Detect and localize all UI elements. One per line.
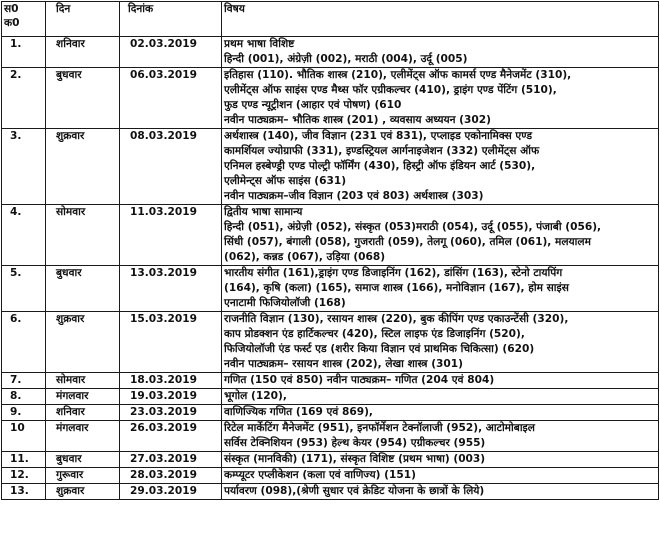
date-cell: 26.03.2019 [120,421,222,452]
subject-line: संस्कृत (मानविकी) (171), संस्कृत विशिष्ट (प्रथम भाषा) (003) [224,453,486,465]
header-serial-line-2: क0 [4,17,20,29]
table-row [2,452,659,468]
date-cell: 13.03.2019 [120,266,222,312]
day-cell: सोमवार [46,205,120,266]
subject-cell [222,405,659,421]
subject-line: हिन्दी (001), अंग्रेज़ी (002), मराठी (004), उर्दू (005) [224,53,468,65]
subject-line: द्वितीय भाषा सामान्य [224,206,303,218]
serial-cell: 9. [2,405,46,421]
subject-cell [222,68,659,129]
header-day [46,2,120,37]
day-cell: बुधवार [46,452,120,468]
subject-line: फिजियोलॉजी एंड फर्स्ट एड (शरीर किया विज्ञान एवं प्राथमिक चिकित्सा) (620) [224,343,535,355]
subject-line: एनाटामी फिजियोलॉजी (168) [224,297,346,309]
date-cell: 28.03.2019 [120,468,222,484]
subject-cell [222,468,659,484]
table-row [2,312,659,373]
day-cell: बुधवार [46,68,120,129]
table-row [2,205,659,266]
serial-cell: 10 [2,421,46,452]
subject-line: एनिमल हस्बेण्ड्री एण्ड पोल्ट्री फॉर्मिंग (430), हिस्ट्री ऑफ इंडियन आर्ट (530), [224,160,536,172]
table-row [2,266,659,312]
day-cell: शुक्रवार [46,312,120,373]
date-cell: 08.03.2019 [120,129,222,205]
subject-cell [222,421,659,452]
table-row [2,68,659,129]
subject-line: पर्यावरण (098),(श्रेणी सुधार एवं क्रेडिट योजना के छात्रों के लिये) [224,485,485,497]
serial-cell: 2. [2,68,46,129]
header-subject-label: विषय [224,3,245,15]
table-row [2,389,659,405]
subject-line: भूगोल (120), [224,390,287,402]
serial-cell: 13. [2,484,46,500]
subject-cell [222,389,659,405]
exam-schedule-table [1,1,659,500]
day-cell: शनिवार [46,37,120,68]
subject-line: इतिहास (110). भौतिक शास्त्र (210), एलीमेंट्स ऑफ कामर्स एण्ड मैनेजमेंट (310), [224,69,572,81]
table-row [2,484,659,500]
date-cell: 23.03.2019 [120,405,222,421]
serial-cell: 5. [2,266,46,312]
serial-cell: 8. [2,389,46,405]
header-row [2,2,659,37]
serial-cell: 3. [2,129,46,205]
day-cell: गुरूवार [46,468,120,484]
serial-cell: 12. [2,468,46,484]
table-row [2,421,659,452]
date-cell: 11.03.2019 [120,205,222,266]
subject-cell [222,37,659,68]
subject-cell [222,452,659,468]
header-day-label: दिन [56,3,71,15]
subject-line: कामर्शियल ज्योग्राफी (331), इण्डस्ट्रियल आर्गनाइजेशन (332) एलीमेंट्स ऑफ [224,145,540,157]
table-row [2,405,659,421]
day-cell: बुधवार [46,266,120,312]
day-cell: सोमवार [46,373,120,389]
subject-line: हिन्दी (051), अंग्रेज़ी (052), संस्कृत (053)मराठी (054), उर्दू (055), पंजाबी (056), [224,221,602,233]
day-cell: शनिवार [46,405,120,421]
date-cell: 29.03.2019 [120,484,222,500]
date-cell: 18.03.2019 [120,373,222,389]
subject-line: एलीमेंट्स ऑफ साइंस एण्ड मैथ्स फॉर एग्रीकल्चर (410), ड्राइंग एण्ड पेंटिंग (510), [224,84,557,96]
table-row [2,373,659,389]
date-cell: 06.03.2019 [120,68,222,129]
serial-cell: 11. [2,452,46,468]
subject-cell [222,205,659,266]
subject-line: (164), कृषि (कला) (165), समाज शास्त्र (166), मनोविज्ञान (167), होम साइंस [224,282,569,294]
serial-cell: 4. [2,205,46,266]
subject-line: राजनीति विज्ञान (130), रसायन शास्त्र (220), बुक कीपिंग एण्ड एकाउन्टेंसी (320), [224,313,569,325]
subject-cell [222,312,659,373]
subject-line: नवीन पाठ्यक्रम– भौतिक शास्त्र (201) , व्यवसाय अध्ययन (302) [224,114,491,126]
serial-cell: 7. [2,373,46,389]
subject-line: गणित (150 एवं 850) नवीन पाठ्यक्रम– गणित (204 एवं 804) [224,374,495,386]
date-cell: 27.03.2019 [120,452,222,468]
schedule-rows [2,37,659,500]
subject-line: कम्प्यूटर एप्लीकेशन (कला एवं वाणिज्य) (151) [224,469,416,481]
subject-line: प्रथम भाषा विशिष्ट [224,38,295,50]
subject-cell [222,266,659,312]
subject-cell [222,129,659,205]
subject-line: फुड एण्ड न्यूट्रीशन (आहार एवं पोषण) (610 [224,99,402,111]
subject-cell [222,484,659,500]
header-serial-line-1: स0 [4,3,19,15]
header-serial [2,2,46,37]
day-cell: शुक्रवार [46,129,120,205]
subject-line: नवीन पाठ्यक्रम– रसायन शास्त्र (202), लेखा शास्त्र (301) [224,358,464,370]
day-cell: शुक्रवार [46,484,120,500]
table-row [2,468,659,484]
day-cell: मंगलवार [46,421,120,452]
subject-line: अर्थशास्त्र (140), जीव विज्ञान (231 एवं 831), एप्लाइड एकोनामिक्स एण्ड [224,130,532,142]
subject-line: (062), कन्नड (067), उड़िया (068) [224,251,386,263]
subject-line: वाणिज्यिक गणित (169 एवं 869), [224,406,373,418]
table-row [2,129,659,205]
header-date-label: दिनांक [128,3,154,15]
subject-line: सिंधी (057), बंगाली (058), गुजराती (059), तेलगू (060), तमिल (061), मलयालम [224,236,591,248]
subject-line: रिटेल मार्केटिंग मैनेजमेंट (951), इनफॉर्मेशन टेक्नॉलाजी (952), आटोमोबाइल [224,422,535,434]
subject-line: काप प्रोडक्शन एंड हार्टिकल्चर (420), स्टिल लाइफ एंड डिजाइनिंग (520), [224,328,525,340]
table-row [2,37,659,68]
date-cell: 15.03.2019 [120,312,222,373]
subject-line: नवीन पाठ्यक्रम–जीव विज्ञान (203 एवं 803) अर्थशास्त्र (303) [224,190,484,202]
subject-line: भारतीय संगीत (161),ड्राइंग एण्ड डिजाइनिंग (162), डांसिंग (163), स्टेनो टायपिंग [224,267,563,279]
date-cell: 19.03.2019 [120,389,222,405]
header-date [120,2,222,37]
day-cell: मंगलवार [46,389,120,405]
subject-cell [222,373,659,389]
date-cell: 02.03.2019 [120,37,222,68]
header-subject [222,2,659,37]
serial-cell: 6. [2,312,46,373]
subject-line: एलीमेन्ट्स ऑफ साइंस (631) [224,175,347,187]
subject-line: सर्विस टेक्निशियन (953) हेल्थ केयर (954) एग्रीकल्चर (955) [224,437,486,449]
serial-cell: 1. [2,37,46,68]
